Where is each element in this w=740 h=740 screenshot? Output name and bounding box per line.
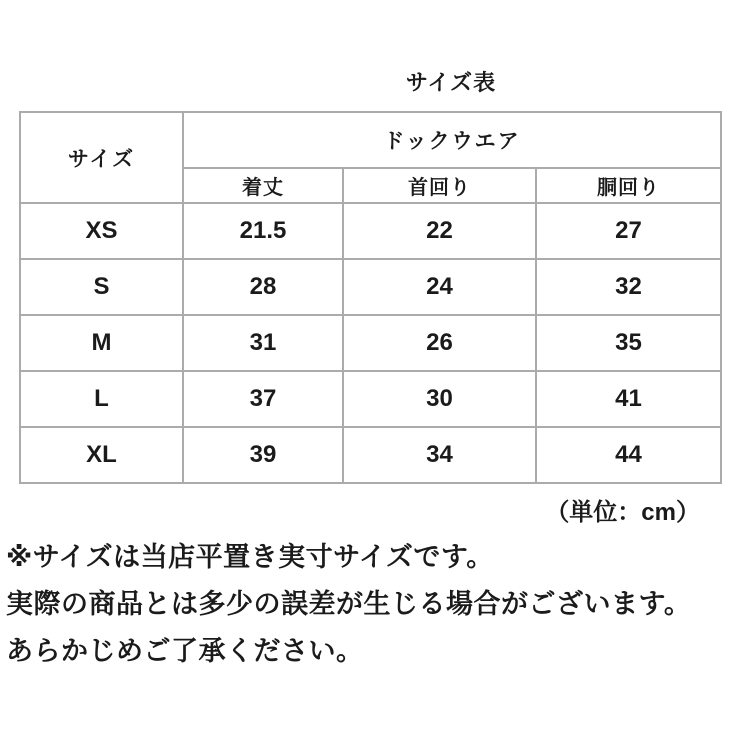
group-header-dogwear: ドックウエア xyxy=(183,112,721,168)
value-cell-girth: 44 xyxy=(536,427,721,483)
size-table xyxy=(19,111,722,484)
value-cell-length: 21.5 xyxy=(183,203,343,259)
size-cell: XL xyxy=(20,427,183,483)
value-cell-neck: 30 xyxy=(343,371,536,427)
table-row-xs xyxy=(20,203,721,259)
note-line-2: 実際の商品とは多少の誤差が生じる場合がございます。 xyxy=(6,589,692,619)
measure-header-neck: 首回り xyxy=(343,168,536,203)
value-cell-girth: 35 xyxy=(536,315,721,371)
corner-header-size: サイズ xyxy=(20,112,183,203)
note-line-1: ※サイズは当店平置き実寸サイズです。 xyxy=(6,542,494,572)
value-cell-girth: 32 xyxy=(536,259,721,315)
value-cell-neck: 26 xyxy=(343,315,536,371)
table-row-xl xyxy=(20,427,721,483)
value-cell-girth: 27 xyxy=(536,203,721,259)
size-cell: L xyxy=(20,371,183,427)
page-title: サイズ表 xyxy=(405,70,497,95)
value-cell-neck: 34 xyxy=(343,427,536,483)
value-cell-length: 39 xyxy=(183,427,343,483)
value-cell-neck: 24 xyxy=(343,259,536,315)
size-cell: M xyxy=(20,315,183,371)
value-cell-length: 37 xyxy=(183,371,343,427)
value-cell-length: 28 xyxy=(183,259,343,315)
note-line-3: あらかじめご了承ください。 xyxy=(6,636,364,666)
size-notes xyxy=(6,534,691,675)
table-row-m xyxy=(20,315,721,371)
value-cell-length: 31 xyxy=(183,315,343,371)
size-cell: XS xyxy=(20,203,183,259)
header-row-group xyxy=(20,112,721,168)
measure-header-girth: 胴回り xyxy=(536,168,721,203)
value-cell-girth: 41 xyxy=(536,371,721,427)
size-cell: S xyxy=(20,259,183,315)
value-cell-neck: 22 xyxy=(343,203,536,259)
measure-header-length: 着丈 xyxy=(183,168,343,203)
table-row-l xyxy=(20,371,721,427)
unit-note: （単位：cm） xyxy=(545,499,700,526)
table-row-s xyxy=(20,259,721,315)
